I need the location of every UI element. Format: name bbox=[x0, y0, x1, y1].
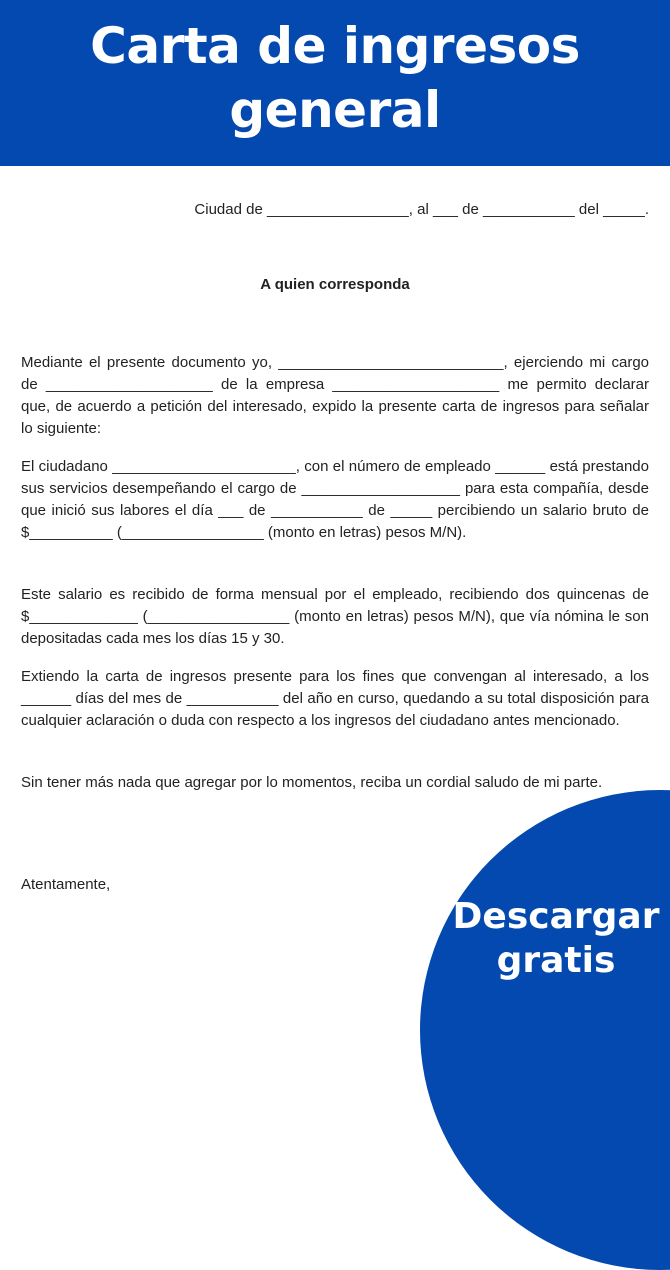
title-banner bbox=[0, 0, 670, 166]
download-button[interactable]: Descargar gratis bbox=[452, 896, 660, 981]
page-title: Carta de ingresos general bbox=[90, 17, 580, 139]
download-circle[interactable] bbox=[420, 790, 670, 1270]
paragraph-farewell: Sin tener más nada que agregar por lo momentos, reciba un cordial saludo de mi parte. bbox=[21, 774, 603, 791]
paragraph-declaration: Mediante el presente documento yo, ___________________________, ejerciendo mi cargo de ____________________ de la empresa ____________________ me permito declarar que, de acuerdo a petición del interesado, expido la presente carta de ingresos para señalar lo siguiente: bbox=[21, 354, 649, 437]
paragraph-purpose: Extiendo la carta de ingresos presente para los fines que convengan al interesado, a los ______ días del mes de ___________ del año en curso, quedando a su total disposición para cualquier aclaración o duda con respecto a los ingresos del ciudadano antes mencionado. bbox=[21, 668, 649, 729]
paragraph-salary: Este salario es recibido de forma mensual por el empleado, recibiendo dos quincenas de $_____________ (_________________ (monto en letras) pesos M/N), que vía nómina le son depositadas cada mes los días 15 y 30. bbox=[21, 586, 649, 647]
city-date-line: Ciudad de _________________, al ___ de ___________ del _____. bbox=[194, 201, 649, 218]
paragraph-employee: El ciudadano ______________________, con el número de empleado ______ está prestando sus servicios desempeñando el cargo de ___________________ para esta compañía, desde que inició sus labores el día ___ de ___________ de _____ percibiendo un salario bruto de $__________ (_________________ (monto en letras) pesos M/N). bbox=[21, 458, 649, 541]
closing: Atentamente, bbox=[21, 876, 111, 893]
salutation: A quien corresponda bbox=[260, 276, 410, 293]
